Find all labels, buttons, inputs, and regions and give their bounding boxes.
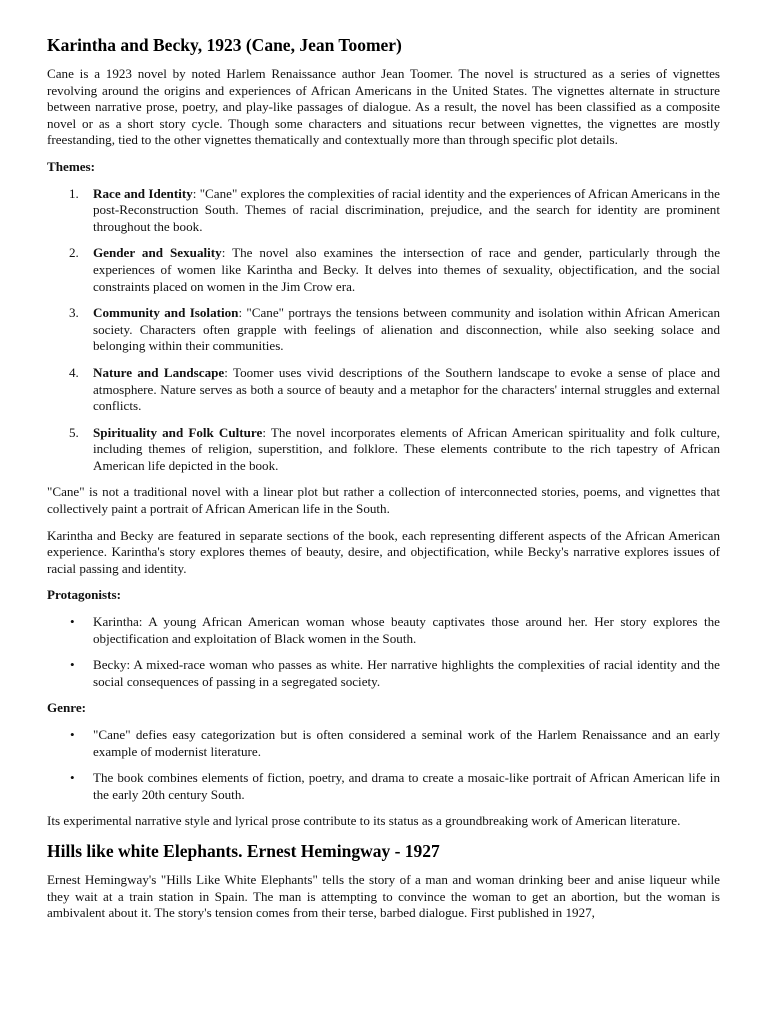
section-title-cane: Karintha and Becky, 1923 (Cane, Jean Toomer) (47, 35, 402, 55)
karintha-becky-paragraph: Karintha and Becky are featured in separate sections of the book, each representing different aspects of the African American experience. Karintha's story explores themes of beauty, desire, and objectification, while Becky's narrative explores issues of racial passing and identity. (47, 527, 720, 576)
themes-list (47, 186, 720, 475)
cane-closing-paragraph: Its experimental narrative style and lyrical prose contribute to its status as a groundbreaking work of American literature. (47, 813, 681, 829)
theme-description: : "Cane" explores the complexities of racial identity and the experiences of African Americans in the post-Reconstruction South. Themes of racial discrimination, prejudice, and the search for identity are prominent throughout the book. (93, 185, 720, 234)
theme-item (47, 305, 720, 355)
cane-intro-paragraph: Cane is a 1923 novel by noted Harlem Renaissance author Jean Toomer. The novel is structured as a series of vignettes revolving around the origins and experiences of African Americans in the United States. The vignettes alternate in structure between narrative prose, poetry, and play-like passages of dialogue. As a result, the novel has been classified as a composite novel or as a short story cycle. Though some characters and situations recur between vignettes, the vignettes are mostly freestanding, tied to the other vignettes thematically and contextually more than through specific plot details. (47, 66, 720, 148)
cane-structure-paragraph: "Cane" is not a traditional novel with a linear plot but rather a collection of interconnected stories, poems, and vignettes that collectively paint a portrait of African American life in the South. (47, 484, 720, 517)
genre-text: "Cane" defies easy categorization but is often considered a seminal work of the Harlem Renaissance and an early example of modernist literature. (93, 727, 720, 759)
genre-list (47, 727, 720, 803)
list-number: 2. (69, 245, 79, 261)
theme-description: : "Cane" portrays the tensions between community and isolation within African American society. Characters often grapple with feelings of alienation and disconnection, while also seeking solace and belonging within their communities. (93, 305, 720, 354)
list-item (47, 727, 720, 760)
theme-term: Community and Isolation (93, 305, 239, 321)
section-title-hemingway: Hills like white Elephants. Ernest Hemingway - 1927 (47, 840, 440, 861)
theme-term: Race and Identity (93, 185, 193, 201)
list-number: 3. (69, 305, 79, 321)
genre-text: The book combines elements of fiction, poetry, and drama to create a mosaic-like portrait of African American life in the early 20th century South. (93, 770, 720, 802)
list-number: 5. (69, 424, 79, 440)
list-number: 4. (69, 364, 79, 380)
list-item (47, 614, 720, 647)
bullet-icon: • (70, 614, 75, 630)
theme-item (47, 425, 720, 475)
protagonist-text: Karintha: A young African American woman whose beauty captivates those around her. Her story explores the objectification and exploitation of Black women in the South. (93, 614, 720, 646)
theme-item (47, 186, 720, 236)
list-number: 1. (69, 185, 79, 201)
theme-term: Nature and Landscape (93, 364, 225, 380)
theme-term: Spirituality and Folk Culture (93, 424, 263, 440)
theme-term: Gender and Sexuality (93, 245, 222, 261)
hemingway-intro-paragraph: Ernest Hemingway's "Hills Like White Elephants" tells the story of a man and woman drinking beer and anise liqueur while they wait at a train station in Spain. The man is attempting to convince the woman to get an abortion, but the woman is ambivalent about it. The story's tension comes from their terse, barbed dialogue. First published in 1927, (47, 871, 720, 921)
theme-description: : The novel also examines the intersection of race and gender, particularly through the experiences of women like Karintha and Becky. It delves into themes of sexuality, objectification, and the social constraints placed on women in the Jim Crow era. (93, 245, 721, 294)
list-item (47, 657, 720, 690)
theme-item (47, 365, 720, 415)
theme-item (47, 245, 720, 295)
list-item (47, 770, 720, 803)
genre-label: Genre: (47, 700, 87, 716)
bullet-icon: • (70, 727, 75, 742)
theme-description: : Toomer uses vivid descriptions of the Southern landscape to evoke a sense of place and atmosphere. Nature serves as both a source of beauty and a metaphor for the characters' internal struggles and external conflicts. (93, 364, 720, 414)
themes-label: Themes: (47, 158, 96, 174)
protagonist-text: Becky: A mixed-race woman who passes as white. Her narrative highlights the complexities of racial identity and the social consequences of passing in a segregated society. (93, 657, 720, 689)
document-page (47, 34, 720, 932)
protagonists-list (47, 614, 720, 690)
theme-description: : The novel incorporates elements of African American spirituality and folk culture, including themes of religion, superstition, and folklore. These elements contribute to the rich tapestry of African American life depicted in the book. (93, 424, 720, 473)
bullet-icon: • (70, 657, 75, 673)
bullet-icon: • (70, 770, 75, 786)
protagonists-label: Protagonists: (47, 587, 121, 603)
